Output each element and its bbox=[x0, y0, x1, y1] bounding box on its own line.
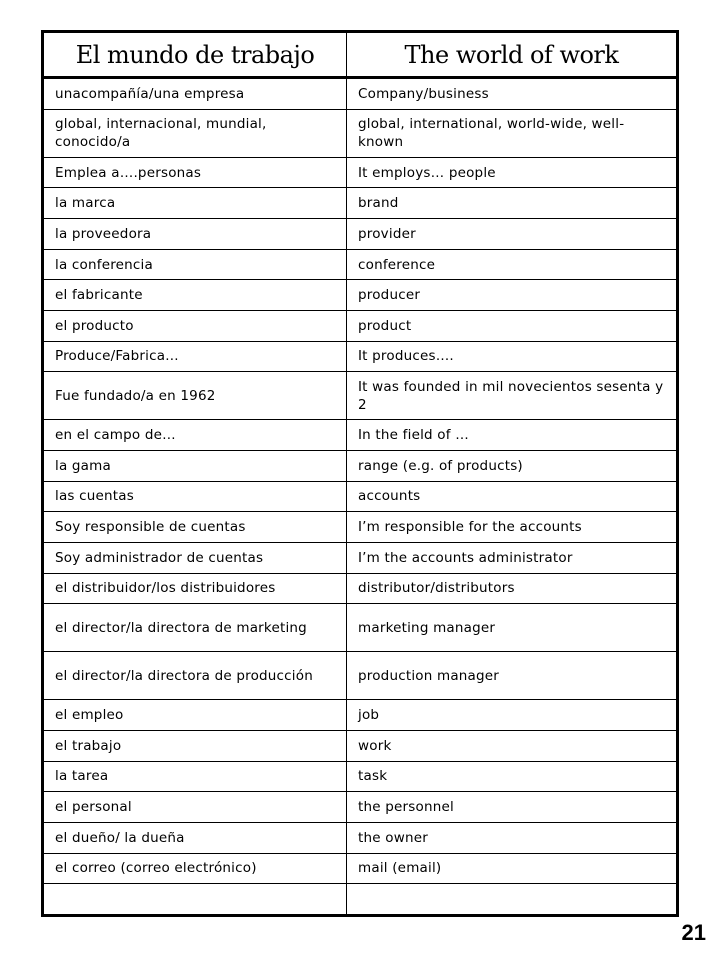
table-row bbox=[43, 280, 678, 311]
english-term: mail (email) bbox=[347, 853, 678, 884]
spanish-term: el director/la directora de marketing bbox=[43, 604, 347, 652]
table-row bbox=[43, 249, 678, 280]
english-term bbox=[347, 884, 678, 916]
spanish-term: unacompañía/una empresa bbox=[43, 78, 347, 110]
english-term: distributor/distributors bbox=[347, 573, 678, 604]
english-term: provider bbox=[347, 219, 678, 250]
spanish-term: la gama bbox=[43, 450, 347, 481]
english-term: I’m responsible for the accounts bbox=[347, 512, 678, 543]
table-row bbox=[43, 188, 678, 219]
empty-table-row bbox=[43, 884, 678, 916]
english-term: conference bbox=[347, 249, 678, 280]
spanish-term: Produce/Fabrica… bbox=[43, 341, 347, 372]
english-term: It employs… people bbox=[347, 157, 678, 188]
page-number: 21 bbox=[681, 920, 706, 945]
table-row bbox=[43, 604, 678, 652]
table-row bbox=[43, 109, 678, 157]
spanish-term: el personal bbox=[43, 792, 347, 823]
spanish-term: las cuentas bbox=[43, 481, 347, 512]
english-term: producer bbox=[347, 280, 678, 311]
spanish-term: Fue fundado/a en 1962 bbox=[43, 372, 347, 420]
english-term: It produces…. bbox=[347, 341, 678, 372]
english-term: I’m the accounts administrator bbox=[347, 542, 678, 573]
english-term: global, international, world-wide, well-known bbox=[347, 109, 678, 157]
header-spanish: El mundo de trabajo bbox=[43, 32, 347, 78]
english-term: production manager bbox=[347, 652, 678, 700]
english-term: the personnel bbox=[347, 792, 678, 823]
english-term: Company/business bbox=[347, 78, 678, 110]
english-term: accounts bbox=[347, 481, 678, 512]
english-term: brand bbox=[347, 188, 678, 219]
english-term: job bbox=[347, 700, 678, 731]
spanish-term: Soy responsible de cuentas bbox=[43, 512, 347, 543]
header-english: The world of work bbox=[347, 32, 678, 78]
spanish-term: el director/la directora de producción bbox=[43, 652, 347, 700]
table-row bbox=[43, 310, 678, 341]
table-header-row bbox=[43, 32, 678, 78]
spanish-term: el producto bbox=[43, 310, 347, 341]
spanish-term: Emplea a….personas bbox=[43, 157, 347, 188]
table-row bbox=[43, 481, 678, 512]
table-row bbox=[43, 420, 678, 451]
table-row bbox=[43, 372, 678, 420]
spanish-term: la proveedora bbox=[43, 219, 347, 250]
table-row bbox=[43, 512, 678, 543]
spanish-term: la marca bbox=[43, 188, 347, 219]
table-row bbox=[43, 853, 678, 884]
table-row bbox=[43, 573, 678, 604]
spanish-term: Soy administrador de cuentas bbox=[43, 542, 347, 573]
english-term: the owner bbox=[347, 822, 678, 853]
spanish-term: el dueño/ la dueña bbox=[43, 822, 347, 853]
english-term: task bbox=[347, 761, 678, 792]
table-row bbox=[43, 761, 678, 792]
spanish-term: el distribuidor/los distribuidores bbox=[43, 573, 347, 604]
table-row bbox=[43, 792, 678, 823]
spanish-term: el fabricante bbox=[43, 280, 347, 311]
table-row bbox=[43, 157, 678, 188]
english-term: marketing manager bbox=[347, 604, 678, 652]
table-row bbox=[43, 219, 678, 250]
spanish-term: la conferencia bbox=[43, 249, 347, 280]
vocabulary-table bbox=[41, 30, 679, 917]
table-row bbox=[43, 542, 678, 573]
spanish-term: global, internacional, mundial, conocido/a bbox=[43, 109, 347, 157]
table-row bbox=[43, 450, 678, 481]
english-term: It was founded in mil novecientos sesenta y 2 bbox=[347, 372, 678, 420]
table-row bbox=[43, 822, 678, 853]
spanish-term: el correo (correo electrónico) bbox=[43, 853, 347, 884]
spanish-term: en el campo de… bbox=[43, 420, 347, 451]
english-term: In the field of … bbox=[347, 420, 678, 451]
table-row bbox=[43, 730, 678, 761]
table-row bbox=[43, 78, 678, 110]
table-row bbox=[43, 652, 678, 700]
table-row bbox=[43, 341, 678, 372]
table-row bbox=[43, 700, 678, 731]
spanish-term: el empleo bbox=[43, 700, 347, 731]
spanish-term: la tarea bbox=[43, 761, 347, 792]
spanish-term bbox=[43, 884, 347, 916]
english-term: range (e.g. of products) bbox=[347, 450, 678, 481]
spanish-term: el trabajo bbox=[43, 730, 347, 761]
english-term: work bbox=[347, 730, 678, 761]
english-term: product bbox=[347, 310, 678, 341]
